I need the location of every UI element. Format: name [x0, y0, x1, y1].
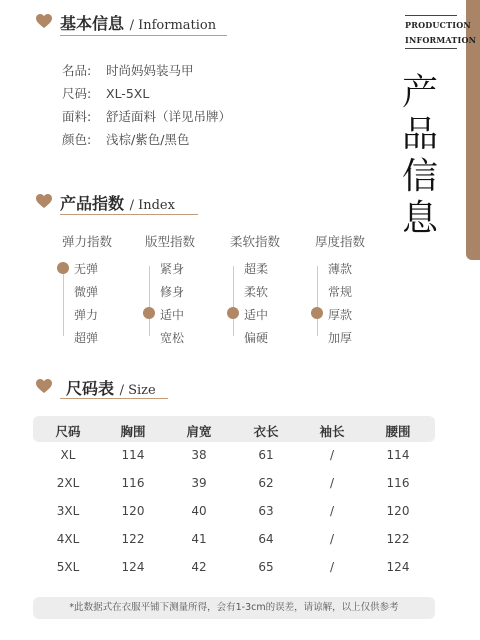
size-cell: 122 — [386, 532, 410, 546]
index-item: 薄款 — [328, 262, 353, 276]
size-header-cell: 肩宽 — [186, 424, 212, 439]
info-key: 尺码: — [62, 86, 92, 101]
size-cell: XL — [60, 448, 76, 462]
index-item: 超弹 — [74, 331, 99, 345]
info-row-fabric — [62, 107, 231, 125]
basic-info-title — [60, 11, 216, 34]
size-cell: 38 — [191, 448, 207, 462]
heart-icon — [35, 193, 53, 209]
index-item: 紧身 — [160, 262, 185, 276]
index-item: 适中 — [160, 308, 185, 322]
heart-icon — [35, 378, 53, 394]
softness-selected-dot — [227, 307, 239, 319]
measurement-note: *此数据式在衣服平铺下测量所得，会有1-3cm的误差，请谅解，以上仅供参考 — [33, 597, 435, 619]
size-cell: 61 — [258, 448, 274, 462]
info-key: 面料: — [62, 109, 92, 124]
size-cell: 116 — [386, 476, 410, 490]
index-item: 常规 — [328, 285, 353, 299]
index-title-en: / Index — [129, 198, 175, 213]
size-title-cn: 尺码表 — [66, 379, 115, 398]
size-cell: 114 — [386, 448, 410, 462]
size-cell: 116 — [121, 476, 145, 490]
index-item: 加厚 — [328, 331, 353, 345]
size-cell: 120 — [121, 504, 145, 518]
index-col-softness: 柔软指数 — [230, 234, 281, 249]
basic-info-underline — [60, 35, 227, 36]
production-label: PRODUCTION — [405, 20, 471, 30]
size-cell: 64 — [258, 532, 274, 546]
title-char: 品 — [402, 114, 439, 155]
production-bottom-rule — [405, 48, 457, 49]
size-cell: 2XL — [56, 476, 80, 490]
size-cell: 120 — [386, 504, 410, 518]
index-item: 柔软 — [244, 285, 269, 299]
index-col-elastic: 弹力指数 — [62, 234, 113, 249]
index-item: 厚款 — [328, 308, 353, 322]
size-cell: / — [329, 448, 335, 462]
index-title-cn: 产品指数 — [60, 194, 125, 213]
index-scale-line — [317, 266, 318, 336]
size-title — [66, 376, 156, 399]
index-scale-line — [63, 266, 64, 336]
title-char: 息 — [402, 198, 439, 239]
size-cell: / — [329, 532, 335, 546]
size-underline — [60, 398, 168, 399]
index-item: 宽松 — [160, 331, 185, 345]
info-row-size — [62, 84, 149, 102]
size-cell: 124 — [386, 560, 410, 574]
info-row-name — [62, 61, 194, 79]
title-char: 产 — [402, 72, 439, 113]
size-cell: / — [329, 560, 335, 574]
size-cell: / — [329, 504, 335, 518]
info-value: 舒适面料（详见吊牌） — [106, 109, 232, 124]
size-cell: 65 — [258, 560, 274, 574]
size-header-cell: 腰围 — [385, 424, 411, 439]
index-item: 微弹 — [74, 285, 99, 299]
index-item: 超柔 — [244, 262, 269, 276]
index-col-thickness: 厚度指数 — [315, 234, 366, 249]
index-scale-line — [149, 266, 150, 336]
basic-info-title-cn: 基本信息 — [60, 14, 125, 33]
info-value: XL-5XL — [106, 86, 150, 101]
info-value: 时尚妈妈装马甲 — [106, 63, 194, 78]
size-header-cell: 衣长 — [253, 424, 279, 439]
size-cell: 3XL — [56, 504, 80, 518]
title-char: 信 — [402, 156, 439, 197]
size-cell: 40 — [191, 504, 207, 518]
index-item: 偏硬 — [244, 331, 269, 345]
size-cell: 5XL — [56, 560, 80, 574]
info-row-color — [62, 130, 189, 148]
size-cell: 39 — [191, 476, 207, 490]
info-key: 颜色: — [62, 132, 92, 147]
index-item: 弹力 — [74, 308, 99, 322]
index-item: 修身 — [160, 285, 185, 299]
size-cell: 62 — [258, 476, 274, 490]
thickness-selected-dot — [311, 307, 323, 319]
info-value: 浅棕/紫色/黑色 — [106, 132, 190, 147]
basic-info-title-en: / Information — [129, 18, 217, 33]
size-header-cell: 胸围 — [120, 424, 146, 439]
index-item: 适中 — [244, 308, 269, 322]
fit-selected-dot — [143, 307, 155, 319]
index-title — [60, 191, 175, 214]
index-scale-line — [233, 266, 234, 336]
elastic-selected-dot — [57, 262, 69, 274]
info-key: 名品: — [62, 63, 92, 78]
information-label: INFORMATION — [405, 35, 477, 45]
index-item: 无弹 — [74, 262, 99, 276]
size-cell: 114 — [121, 448, 145, 462]
index-col-fit: 版型指数 — [145, 234, 196, 249]
size-cell: 42 — [191, 560, 207, 574]
size-title-en: / Size — [119, 383, 156, 398]
size-cell: 124 — [121, 560, 145, 574]
size-cell: 122 — [121, 532, 145, 546]
production-top-rule — [405, 15, 457, 16]
size-cell: 4XL — [56, 532, 80, 546]
size-cell: / — [329, 476, 335, 490]
index-underline — [60, 214, 198, 215]
heart-icon — [35, 13, 53, 29]
size-cell: 41 — [191, 532, 207, 546]
size-header-cell: 尺码 — [55, 424, 81, 439]
size-cell: 63 — [258, 504, 274, 518]
size-header-cell: 袖长 — [319, 424, 345, 439]
